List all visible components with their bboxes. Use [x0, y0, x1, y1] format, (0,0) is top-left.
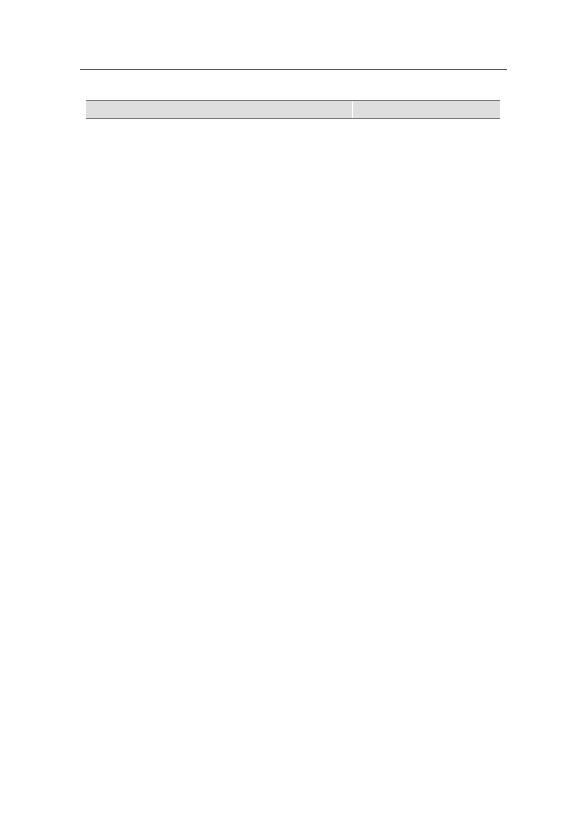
section-header — [86, 100, 500, 119]
section-note-header — [352, 101, 500, 118]
section-title — [86, 101, 352, 118]
header-rule — [80, 69, 507, 70]
species-table — [86, 96, 500, 119]
